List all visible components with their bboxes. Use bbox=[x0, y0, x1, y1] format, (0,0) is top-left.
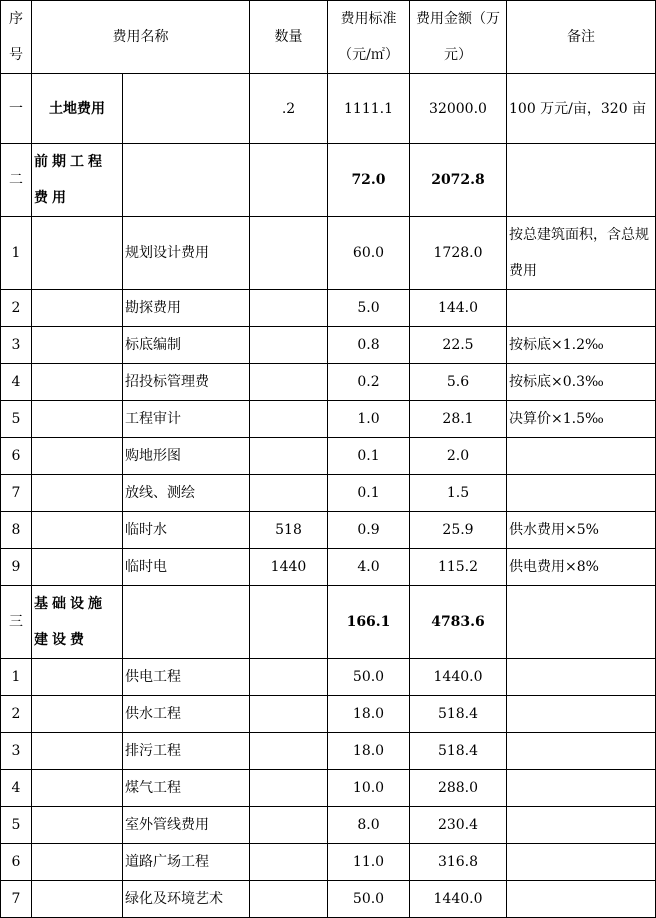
row-qty bbox=[250, 290, 328, 327]
row-qty: .2 bbox=[250, 74, 328, 144]
row-seq: 6 bbox=[1, 844, 32, 881]
row-seq: 2 bbox=[1, 290, 32, 327]
row-blank bbox=[32, 696, 123, 733]
row-note: 按总建筑面积，含总规费用 bbox=[507, 217, 656, 290]
table-row bbox=[1, 217, 656, 290]
row-amt: 115.2 bbox=[410, 549, 507, 586]
row-amt: 22.5 bbox=[410, 327, 507, 364]
header-amt: 费用金额（万元） bbox=[410, 1, 507, 74]
row-blank bbox=[32, 770, 123, 807]
row-blank bbox=[32, 327, 123, 364]
row-note bbox=[507, 844, 656, 881]
row-amt: 25.9 bbox=[410, 512, 507, 549]
row-seq: 3 bbox=[1, 733, 32, 770]
row-name: 规划设计费用 bbox=[123, 217, 250, 290]
row-note bbox=[507, 144, 656, 217]
table-row bbox=[1, 844, 656, 881]
header-name: 费用名称 bbox=[32, 1, 250, 74]
row-name: 放线、测绘 bbox=[123, 475, 250, 512]
row-note bbox=[507, 438, 656, 475]
row-name: 道路广场工程 bbox=[123, 844, 250, 881]
row-amt: 5.6 bbox=[410, 364, 507, 401]
row-blank bbox=[32, 881, 123, 918]
row-std: 18.0 bbox=[328, 733, 410, 770]
row-qty bbox=[250, 327, 328, 364]
row-blank bbox=[32, 659, 123, 696]
row-qty: 1440 bbox=[250, 549, 328, 586]
row-amt: 28.1 bbox=[410, 401, 507, 438]
row-note: 按标底×1.2‰ bbox=[507, 327, 656, 364]
table-row bbox=[1, 770, 656, 807]
row-blank bbox=[32, 290, 123, 327]
row-std: 166.1 bbox=[328, 586, 410, 659]
row-seq: 8 bbox=[1, 512, 32, 549]
row-std: 11.0 bbox=[328, 844, 410, 881]
row-note bbox=[507, 696, 656, 733]
row-std: 0.8 bbox=[328, 327, 410, 364]
table-row bbox=[1, 327, 656, 364]
table-row bbox=[1, 364, 656, 401]
row-qty bbox=[250, 217, 328, 290]
row-name: 基础设施建设费 bbox=[32, 586, 123, 659]
row-note bbox=[507, 586, 656, 659]
row-amt: 1440.0 bbox=[410, 881, 507, 918]
row-qty bbox=[250, 144, 328, 217]
row-seq: 1 bbox=[1, 217, 32, 290]
row-seq: 三 bbox=[1, 586, 32, 659]
table-row bbox=[1, 290, 656, 327]
table-row bbox=[1, 549, 656, 586]
row-std: 50.0 bbox=[328, 881, 410, 918]
row-amt: 1728.0 bbox=[410, 217, 507, 290]
table-row bbox=[1, 696, 656, 733]
row-blank bbox=[32, 438, 123, 475]
table-row bbox=[1, 807, 656, 844]
row-std: 0.2 bbox=[328, 364, 410, 401]
row-blank bbox=[32, 807, 123, 844]
row-amt: 32000.0 bbox=[410, 74, 507, 144]
row-note bbox=[507, 733, 656, 770]
row-note bbox=[507, 770, 656, 807]
row-qty: 518 bbox=[250, 512, 328, 549]
row-blank bbox=[32, 844, 123, 881]
row-note: 供水费用×5% bbox=[507, 512, 656, 549]
row-seq: 2 bbox=[1, 696, 32, 733]
row-std: 10.0 bbox=[328, 770, 410, 807]
row-amt: 2072.8 bbox=[410, 144, 507, 217]
row-qty bbox=[250, 733, 328, 770]
row-blank bbox=[32, 364, 123, 401]
row-std: 8.0 bbox=[328, 807, 410, 844]
row-std: 72.0 bbox=[328, 144, 410, 217]
table-row bbox=[1, 881, 656, 918]
row-seq: 1 bbox=[1, 659, 32, 696]
row-blank bbox=[32, 733, 123, 770]
row-amt: 230.4 bbox=[410, 807, 507, 844]
row-name: 临时水 bbox=[123, 512, 250, 549]
row-name: 前期工程费用 bbox=[32, 144, 123, 217]
row-name: 标底编制 bbox=[123, 327, 250, 364]
header-note: 备注 bbox=[507, 1, 656, 74]
row-qty bbox=[250, 696, 328, 733]
section-row bbox=[1, 144, 656, 217]
row-name: 招投标管理费 bbox=[123, 364, 250, 401]
row-blank bbox=[32, 401, 123, 438]
header-seq: 序号 bbox=[1, 1, 32, 74]
row-amt: 2.0 bbox=[410, 438, 507, 475]
header-std: 费用标准（元/㎡） bbox=[328, 1, 410, 74]
row-amt: 1440.0 bbox=[410, 659, 507, 696]
row-note: 按标底×0.3‰ bbox=[507, 364, 656, 401]
row-seq: 6 bbox=[1, 438, 32, 475]
row-note: 决算价×1.5‰ bbox=[507, 401, 656, 438]
row-std: 1.0 bbox=[328, 401, 410, 438]
row-name: 煤气工程 bbox=[123, 770, 250, 807]
row-note bbox=[507, 807, 656, 844]
row-name: 工程审计 bbox=[123, 401, 250, 438]
row-amt: 518.4 bbox=[410, 696, 507, 733]
row-seq: 二 bbox=[1, 144, 32, 217]
row-note bbox=[507, 659, 656, 696]
row-std: 4.0 bbox=[328, 549, 410, 586]
row-amt: 1.5 bbox=[410, 475, 507, 512]
row-qty bbox=[250, 364, 328, 401]
row-seq: 4 bbox=[1, 770, 32, 807]
header-qty: 数量 bbox=[250, 1, 328, 74]
row-name: 购地形图 bbox=[123, 438, 250, 475]
row-qty bbox=[250, 770, 328, 807]
row-name: 排污工程 bbox=[123, 733, 250, 770]
row-qty bbox=[250, 807, 328, 844]
row-qty bbox=[250, 659, 328, 696]
row-std: 18.0 bbox=[328, 696, 410, 733]
row-seq: 4 bbox=[1, 364, 32, 401]
row-amt: 288.0 bbox=[410, 770, 507, 807]
row-seq: 9 bbox=[1, 549, 32, 586]
row-std: 50.0 bbox=[328, 659, 410, 696]
row-blank bbox=[32, 217, 123, 290]
row-std: 5.0 bbox=[328, 290, 410, 327]
row-seq: 7 bbox=[1, 475, 32, 512]
table-row bbox=[1, 438, 656, 475]
table-row bbox=[1, 512, 656, 549]
row-blank bbox=[32, 549, 123, 586]
row-amt: 144.0 bbox=[410, 290, 507, 327]
row-seq: 3 bbox=[1, 327, 32, 364]
row-name: 绿化及环境艺术 bbox=[123, 881, 250, 918]
section-row bbox=[1, 586, 656, 659]
row-std: 0.1 bbox=[328, 475, 410, 512]
table-row bbox=[1, 659, 656, 696]
row-note: 供电费用×8% bbox=[507, 549, 656, 586]
row-qty bbox=[250, 844, 328, 881]
row-std: 60.0 bbox=[328, 217, 410, 290]
row-name-blank bbox=[123, 586, 250, 659]
row-name: 供水工程 bbox=[123, 696, 250, 733]
row-qty bbox=[250, 881, 328, 918]
row-name: 室外管线费用 bbox=[123, 807, 250, 844]
row-std: 0.9 bbox=[328, 512, 410, 549]
row-note bbox=[507, 881, 656, 918]
row-name: 勘探费用 bbox=[123, 290, 250, 327]
row-seq: 7 bbox=[1, 881, 32, 918]
row-name-blank bbox=[123, 74, 250, 144]
table-row bbox=[1, 733, 656, 770]
row-name-blank bbox=[123, 144, 250, 217]
table-row bbox=[1, 475, 656, 512]
row-note: 100 万元/亩，320 亩 bbox=[507, 74, 656, 144]
row-name: 临时电 bbox=[123, 549, 250, 586]
row-note bbox=[507, 475, 656, 512]
table-row bbox=[1, 401, 656, 438]
row-blank bbox=[32, 475, 123, 512]
row-qty bbox=[250, 586, 328, 659]
row-amt: 4783.6 bbox=[410, 586, 507, 659]
row-note bbox=[507, 290, 656, 327]
row-qty bbox=[250, 438, 328, 475]
row-name: 土地费用 bbox=[32, 74, 123, 144]
row-blank bbox=[32, 512, 123, 549]
row-amt: 316.8 bbox=[410, 844, 507, 881]
row-qty bbox=[250, 475, 328, 512]
row-seq: 5 bbox=[1, 401, 32, 438]
header-row bbox=[1, 1, 656, 74]
row-amt: 518.4 bbox=[410, 733, 507, 770]
row-seq: 一 bbox=[1, 74, 32, 144]
row-seq: 5 bbox=[1, 807, 32, 844]
row-qty bbox=[250, 401, 328, 438]
row-name: 供电工程 bbox=[123, 659, 250, 696]
row-std: 0.1 bbox=[328, 438, 410, 475]
row-std: 1111.1 bbox=[328, 74, 410, 144]
section-row bbox=[1, 74, 656, 144]
